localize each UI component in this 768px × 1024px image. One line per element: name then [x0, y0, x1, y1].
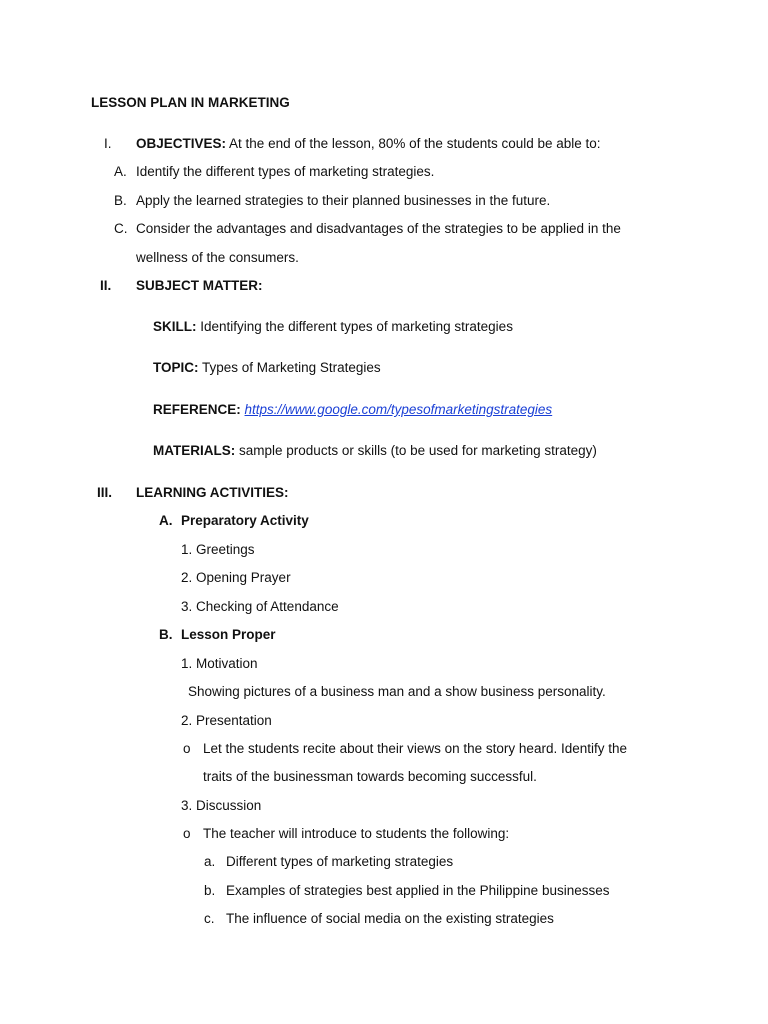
list-marker: A. [114, 164, 127, 179]
reference-label: REFERENCE: [153, 402, 241, 417]
subject-matter-heading: SUBJECT MATTER: [136, 278, 263, 293]
list-marker: a. [204, 854, 216, 869]
list-item: 2. Opening Prayer [181, 570, 291, 585]
list-marker: c. [204, 911, 215, 926]
skill-label: SKILL: [153, 319, 197, 334]
discussion-item: Examples of strategies best applied in the Philippine businesses [226, 883, 610, 898]
skill-value: Identifying the different types of marketing strategies [200, 319, 513, 334]
presentation-text: Let the students recite about their views on the story heard. Identify the [203, 741, 627, 756]
materials-row [153, 442, 597, 460]
objective-item: Consider the advantages and disadvantages of the strategies to be applied in the [136, 221, 621, 236]
list-marker: C. [114, 221, 128, 236]
objective-item-continued: wellness of the consumers. [136, 250, 299, 265]
list-marker: B. [159, 627, 173, 642]
list-marker: A. [159, 513, 173, 528]
presentation-heading: 2. Presentation [181, 713, 272, 728]
skill-row [153, 318, 513, 336]
section-numeral: II. [100, 278, 112, 293]
reference-link[interactable]: https://www.google.com/typesofmarketingstrategies [244, 402, 553, 417]
lesson-proper-heading: Lesson Proper [181, 627, 276, 642]
objectives-text: At the end of the lesson, 80% of the students could be able to: [229, 136, 601, 151]
objectives-label: OBJECTIVES: [136, 136, 227, 151]
discussion-text: The teacher will introduce to students the following: [203, 826, 510, 841]
motivation-heading: 1. Motivation [181, 656, 258, 671]
list-marker: b. [204, 883, 216, 898]
preparatory-heading: Preparatory Activity [181, 513, 309, 528]
section-numeral: I. [104, 136, 112, 151]
list-item: 1. Greetings [181, 542, 255, 557]
learning-activities-heading: LEARNING ACTIVITIES: [136, 485, 289, 500]
motivation-text: Showing pictures of a business man and a show business personality. [188, 684, 606, 699]
discussion-item: The influence of social media on the existing strategies [226, 911, 554, 926]
objective-item: Apply the learned strategies to their planned businesses in the future. [136, 193, 551, 208]
materials-value: sample products or skills (to be used for marketing strategy) [239, 443, 597, 458]
section-numeral: III. [97, 485, 113, 500]
document-title: LESSON PLAN IN MARKETING [91, 95, 290, 110]
reference-row [153, 401, 552, 419]
discussion-heading: 3. Discussion [181, 798, 262, 813]
materials-label: MATERIALS: [153, 443, 236, 458]
list-item: 3. Checking of Attendance [181, 599, 339, 614]
topic-row [153, 359, 381, 377]
topic-value: Types of Marketing Strategies [202, 360, 381, 375]
presentation-text-continued: traits of the businessman towards becoming successful. [203, 769, 537, 784]
discussion-item: Different types of marketing strategies [226, 854, 454, 869]
bullet-icon: o [183, 826, 191, 841]
bullet-icon: o [183, 741, 191, 756]
objective-item: Identify the different types of marketing strategies. [136, 164, 435, 179]
objectives-heading [136, 135, 601, 153]
list-marker: B. [114, 193, 127, 208]
topic-label: TOPIC: [153, 360, 199, 375]
